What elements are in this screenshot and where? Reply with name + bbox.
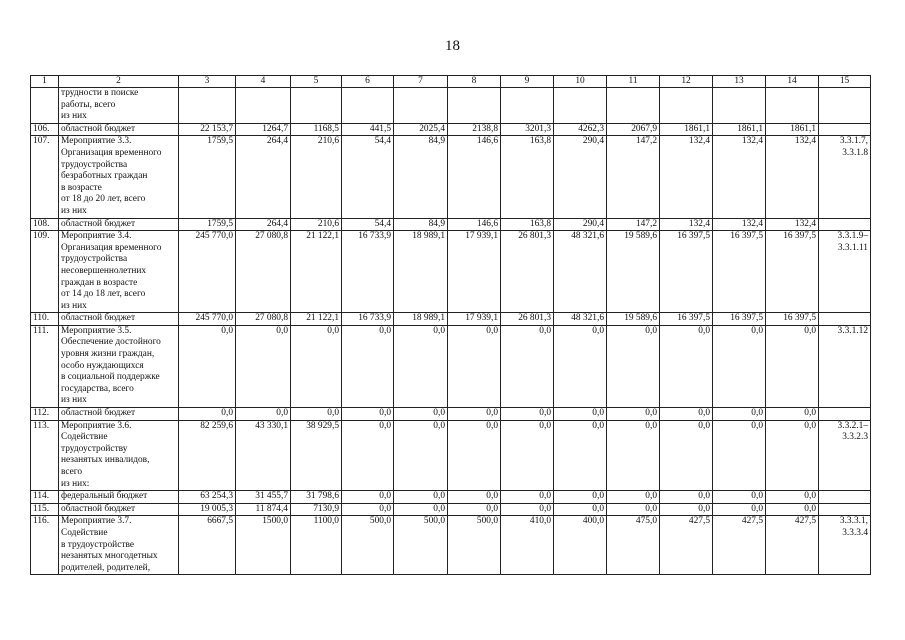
value-cell: 500,0 (448, 516, 501, 575)
value-cell: 31 455,7 (236, 491, 291, 504)
row-name: Мероприятие 3.5. Обеспечение достойного уровня жизни граждан, особо нуждающихся в социальной поддержке государства, всего из них (59, 325, 179, 407)
value-cell: 0,0 (766, 420, 819, 491)
value-cell: 290,4 (554, 136, 607, 218)
value-cell: 132,4 (713, 136, 766, 218)
value-cell: 0,0 (236, 408, 291, 421)
indicator-ref: 3.3.1.12 (819, 325, 871, 407)
value-cell: 163,8 (501, 218, 554, 231)
value-cell: 0,0 (501, 491, 554, 504)
value-cell: 1500,0 (236, 516, 291, 575)
value-cell (766, 88, 819, 124)
value-cell: 0,0 (291, 408, 342, 421)
indicator-ref: 3.3.2.1– 3.3.2.3 (819, 420, 871, 491)
value-cell: 16 733,9 (342, 313, 394, 326)
indicator-ref: 3.3.3.1, 3.3.3.4 (819, 516, 871, 575)
value-cell (501, 88, 554, 124)
row-number (31, 88, 59, 124)
column-header: 9 (501, 76, 554, 88)
value-cell: 26 801,3 (501, 313, 554, 326)
value-cell: 84,9 (394, 218, 448, 231)
value-cell: 31 798,6 (291, 491, 342, 504)
value-cell: 22 153,7 (179, 123, 236, 136)
value-cell: 0,0 (766, 325, 819, 407)
value-cell: 0,0 (179, 325, 236, 407)
value-cell: 290,4 (554, 218, 607, 231)
row-number: 110. (31, 313, 59, 326)
value-cell (713, 88, 766, 124)
value-cell: 132,4 (660, 136, 713, 218)
column-header: 11 (607, 76, 660, 88)
value-cell: 0,0 (660, 503, 713, 516)
value-cell: 54,4 (342, 218, 394, 231)
value-cell: 2138,8 (448, 123, 501, 136)
value-cell: 0,0 (554, 503, 607, 516)
value-cell: 0,0 (448, 408, 501, 421)
value-cell: 264,4 (236, 136, 291, 218)
value-cell: 18 989,1 (394, 313, 448, 326)
value-cell: 0,0 (713, 408, 766, 421)
indicator-ref: 3.3.1.7, 3.3.1.8 (819, 136, 871, 218)
page-number: 18 (445, 38, 460, 54)
value-cell: 264,4 (236, 218, 291, 231)
value-cell: 16 397,5 (766, 313, 819, 326)
row-name: Мероприятие 3.3. Организация временного трудоустройства безработных граждан в возрасте от 18 до 20 лет, всего из них (59, 136, 179, 218)
value-cell: 48 321,6 (554, 231, 607, 313)
value-cell: 146,6 (448, 136, 501, 218)
column-header: 7 (394, 76, 448, 88)
row-name: областной бюджет (59, 408, 179, 421)
value-cell: 21 122,1 (291, 231, 342, 313)
value-cell: 38 929,5 (291, 420, 342, 491)
value-cell: 410,0 (501, 516, 554, 575)
row-name: областной бюджет (59, 123, 179, 136)
value-cell: 475,0 (607, 516, 660, 575)
value-cell: 0,0 (554, 420, 607, 491)
value-cell: 0,0 (554, 325, 607, 407)
value-cell: 48 321,6 (554, 313, 607, 326)
value-cell (394, 88, 448, 124)
value-cell: 0,0 (607, 491, 660, 504)
row-number: 109. (31, 231, 59, 313)
value-cell: 0,0 (607, 420, 660, 491)
row-number: 115. (31, 503, 59, 516)
row-number: 113. (31, 420, 59, 491)
row-name: областной бюджет (59, 313, 179, 326)
column-number-row (31, 76, 871, 88)
value-cell: 0,0 (448, 420, 501, 491)
value-cell: 0,0 (501, 325, 554, 407)
value-cell: 3201,3 (501, 123, 554, 136)
indicator-ref (819, 88, 871, 124)
value-cell: 0,0 (713, 503, 766, 516)
row-number: 116. (31, 516, 59, 575)
value-cell: 147,2 (607, 218, 660, 231)
value-cell: 0,0 (448, 503, 501, 516)
value-cell: 0,0 (448, 325, 501, 407)
column-header: 4 (236, 76, 291, 88)
table-row (31, 136, 871, 218)
indicator-ref (819, 218, 871, 231)
value-cell: 0,0 (448, 491, 501, 504)
value-cell: 132,4 (766, 136, 819, 218)
budget-table (30, 75, 871, 575)
value-cell: 132,4 (660, 218, 713, 231)
value-cell: 500,0 (394, 516, 448, 575)
value-cell: 210,6 (291, 218, 342, 231)
row-number: 106. (31, 123, 59, 136)
value-cell: 0,0 (236, 325, 291, 407)
value-cell: 132,4 (713, 218, 766, 231)
value-cell: 0,0 (607, 408, 660, 421)
value-cell: 500,0 (342, 516, 394, 575)
value-cell: 19 589,6 (607, 313, 660, 326)
value-cell: 16 397,5 (660, 313, 713, 326)
value-cell: 26 801,3 (501, 231, 554, 313)
indicator-ref (819, 503, 871, 516)
value-cell (554, 88, 607, 124)
table-row (31, 408, 871, 421)
indicator-ref (819, 123, 871, 136)
value-cell: 21 122,1 (291, 313, 342, 326)
value-cell: 18 989,1 (394, 231, 448, 313)
row-name: федеральный бюджет (59, 491, 179, 504)
value-cell: 2025,4 (394, 123, 448, 136)
table-row (31, 123, 871, 136)
value-cell: 19 589,6 (607, 231, 660, 313)
value-cell: 132,4 (766, 218, 819, 231)
value-cell: 0,0 (713, 420, 766, 491)
value-cell: 0,0 (501, 408, 554, 421)
value-cell: 441,5 (342, 123, 394, 136)
value-cell: 4262,3 (554, 123, 607, 136)
row-number: 108. (31, 218, 59, 231)
value-cell: 0,0 (291, 325, 342, 407)
row-name: областной бюджет (59, 218, 179, 231)
column-header: 13 (713, 76, 766, 88)
value-cell: 0,0 (554, 491, 607, 504)
value-cell: 0,0 (660, 420, 713, 491)
table-row (31, 491, 871, 504)
value-cell: 245 770,0 (179, 231, 236, 313)
value-cell: 0,0 (342, 491, 394, 504)
column-header: 10 (554, 76, 607, 88)
value-cell (660, 88, 713, 124)
value-cell: 0,0 (179, 408, 236, 421)
value-cell (236, 88, 291, 124)
value-cell: 146,6 (448, 218, 501, 231)
value-cell: 0,0 (501, 503, 554, 516)
value-cell (179, 88, 236, 124)
table-row (31, 231, 871, 313)
value-cell: 0,0 (394, 420, 448, 491)
value-cell: 63 254,3 (179, 491, 236, 504)
value-cell: 0,0 (607, 503, 660, 516)
value-cell: 0,0 (554, 408, 607, 421)
value-cell: 210,6 (291, 136, 342, 218)
row-number: 107. (31, 136, 59, 218)
column-header: 12 (660, 76, 713, 88)
value-cell: 0,0 (607, 325, 660, 407)
table-row (31, 88, 871, 124)
value-cell: 2067,9 (607, 123, 660, 136)
value-cell: 84,9 (394, 136, 448, 218)
value-cell: 1861,1 (713, 123, 766, 136)
column-header: 8 (448, 76, 501, 88)
table-row (31, 503, 871, 516)
value-cell: 0,0 (660, 325, 713, 407)
value-cell: 11 874,4 (236, 503, 291, 516)
column-header: 6 (342, 76, 394, 88)
value-cell: 427,5 (713, 516, 766, 575)
column-header: 1 (31, 76, 59, 88)
value-cell: 1168,5 (291, 123, 342, 136)
value-cell: 0,0 (713, 325, 766, 407)
value-cell: 0,0 (394, 503, 448, 516)
column-header: 5 (291, 76, 342, 88)
value-cell: 163,8 (501, 136, 554, 218)
value-cell: 0,0 (394, 325, 448, 407)
value-cell: 1100,0 (291, 516, 342, 575)
row-name: Мероприятие 3.6. Содействие трудоустройству незанятых инвалидов, всего из них: (59, 420, 179, 491)
value-cell: 1759,5 (179, 136, 236, 218)
value-cell: 0,0 (660, 408, 713, 421)
value-cell (342, 88, 394, 124)
value-cell: 27 080,8 (236, 231, 291, 313)
value-cell: 7130,9 (291, 503, 342, 516)
indicator-ref (819, 408, 871, 421)
row-number: 111. (31, 325, 59, 407)
value-cell: 16 397,5 (766, 231, 819, 313)
value-cell: 0,0 (660, 491, 713, 504)
table-row (31, 218, 871, 231)
value-cell: 0,0 (394, 408, 448, 421)
value-cell: 427,5 (766, 516, 819, 575)
value-cell: 0,0 (342, 408, 394, 421)
row-name: трудности в поиске работы, всего из них (59, 88, 179, 124)
value-cell: 147,2 (607, 136, 660, 218)
value-cell: 0,0 (766, 491, 819, 504)
value-cell: 0,0 (766, 408, 819, 421)
indicator-ref: 3.3.1.9– 3.3.1.11 (819, 231, 871, 313)
column-header: 15 (819, 76, 871, 88)
column-header: 3 (179, 76, 236, 88)
value-cell: 43 330,1 (236, 420, 291, 491)
value-cell: 16 397,5 (660, 231, 713, 313)
value-cell: 0,0 (766, 503, 819, 516)
table-row (31, 516, 871, 575)
row-number: 112. (31, 408, 59, 421)
value-cell: 1861,1 (660, 123, 713, 136)
column-header: 14 (766, 76, 819, 88)
row-name: Мероприятие 3.7. Содействие в трудоустройстве незанятых многодетных родителей, родителей, (59, 516, 179, 575)
value-cell: 1861,1 (766, 123, 819, 136)
value-cell: 16 397,5 (713, 231, 766, 313)
column-header: 2 (59, 76, 179, 88)
value-cell: 17 939,1 (448, 231, 501, 313)
value-cell: 0,0 (342, 420, 394, 491)
value-cell: 245 770,0 (179, 313, 236, 326)
value-cell: 427,5 (660, 516, 713, 575)
value-cell (448, 88, 501, 124)
value-cell: 0,0 (501, 420, 554, 491)
value-cell: 82 259,6 (179, 420, 236, 491)
value-cell: 54,4 (342, 136, 394, 218)
value-cell: 16 397,5 (713, 313, 766, 326)
row-number: 114. (31, 491, 59, 504)
table-row (31, 313, 871, 326)
value-cell: 0,0 (342, 325, 394, 407)
value-cell: 27 080,8 (236, 313, 291, 326)
value-cell: 0,0 (394, 491, 448, 504)
indicator-ref (819, 491, 871, 504)
value-cell: 6667,5 (179, 516, 236, 575)
value-cell: 17 939,1 (448, 313, 501, 326)
table-row (31, 420, 871, 491)
value-cell: 19 005,3 (179, 503, 236, 516)
table-row (31, 325, 871, 407)
value-cell: 1264,7 (236, 123, 291, 136)
value-cell (291, 88, 342, 124)
row-name: областной бюджет (59, 503, 179, 516)
value-cell: 0,0 (342, 503, 394, 516)
row-name: Мероприятие 3.4. Организация временного трудоустройства несовершеннолетних граждан в возрасте от 14 до 18 лет, всего из них (59, 231, 179, 313)
value-cell: 400,0 (554, 516, 607, 575)
value-cell: 16 733,9 (342, 231, 394, 313)
value-cell: 0,0 (713, 491, 766, 504)
indicator-ref (819, 313, 871, 326)
value-cell (607, 88, 660, 124)
value-cell: 1759,5 (179, 218, 236, 231)
